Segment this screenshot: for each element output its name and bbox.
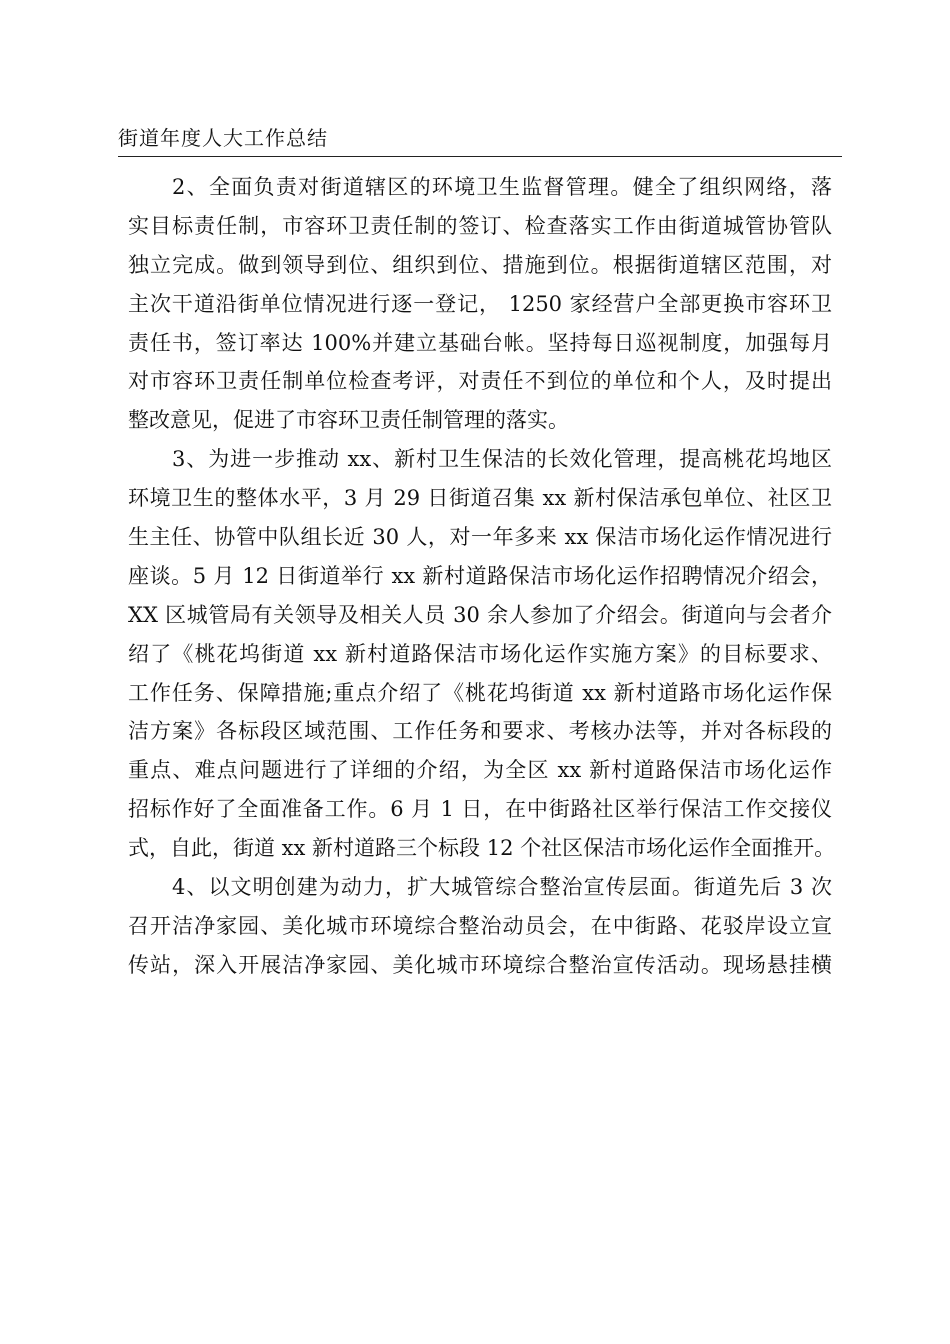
text-line: 实目标责任制，市容环卫责任制的签订、检查落实工作由街道城管协管队 <box>128 213 832 238</box>
text-line: 责任书，签订率达 100%并建立基础台帐。坚持每日巡视制度，加强每月 <box>128 330 832 355</box>
text-line: 座谈。5 月 12 日街道举行 xx 新村道路保洁市场化运作招聘情况介绍会， <box>128 563 832 588</box>
text-line: 召开洁净家园、美化城市环境综合整治动员会，在中街路、花驳岸设立宣 <box>128 913 832 938</box>
text-line: 式，自此，街道 xx 新村道路三个标段 12 个社区保洁市场化运作全面推开。 <box>128 836 836 861</box>
text-line: XX 区城管局有关领导及相关人员 30 余人参加了介绍会。街道向与会者介 <box>128 602 832 627</box>
page-header <box>118 118 842 158</box>
text-line: 对市容环卫责任制单位检查考评，对责任不到位的单位和个人，及时提出 <box>128 369 832 394</box>
document-title: 街道年度人大工作总结 <box>118 126 328 150</box>
text-line: 独立完成。做到领导到位、组织到位、措施到位。根据街道辖区范围，对 <box>128 252 832 277</box>
text-line: 洁方案》各标段区域范围、工作任务和要求、考核办法等，并对各标段的 <box>128 719 832 744</box>
paragraph-2 <box>128 168 832 440</box>
text-line: 生主任、协管中队组长近 30 人，对一年多来 xx 保洁市场化运作情况进行 <box>128 525 832 550</box>
paragraph-4 <box>128 868 832 985</box>
paragraph-3 <box>128 440 836 868</box>
text-line: 环境卫生的整体水平，3 月 29 日街道召集 xx 新村保洁承包单位、社区卫 <box>128 486 832 511</box>
text-line: 主次干道沿街单位情况进行逐一登记， 1250 家经营户全部更换市容环卫 <box>128 291 832 316</box>
text-line: 传站，深入开展洁净家园、美化城市环境综合整治宣传活动。现场悬挂横 <box>128 952 832 977</box>
text-line: 2、全面负责对街道辖区的环境卫生监督管理。健全了组织网络，落 <box>172 175 832 199</box>
text-line: 整改意见，促进了市容环卫责任制管理的落实。 <box>128 408 569 433</box>
text-line: 招标作好了全面准备工作。6 月 1 日，在中街路社区举行保洁工作交接仪 <box>128 797 832 822</box>
document-body <box>128 168 836 985</box>
header-divider <box>118 156 842 157</box>
text-line: 4、以文明创建为动力，扩大城管综合整治宣传层面。街道先后 3 次 <box>172 875 832 900</box>
text-line: 重点、难点问题进行了详细的介绍，为全区 xx 新村道路保洁市场化运作 <box>128 758 832 783</box>
text-line: 工作任务、保障措施;重点介绍了《桃花坞街道 xx 新村道路市场化运作保 <box>128 680 832 705</box>
text-line: 绍了《桃花坞街道 xx 新村道路保洁市场化运作实施方案》的目标要求、 <box>128 641 832 666</box>
text-line: 3、为进一步推动 xx、新村卫生保洁的长效化管理，提高桃花坞地区 <box>172 447 832 472</box>
